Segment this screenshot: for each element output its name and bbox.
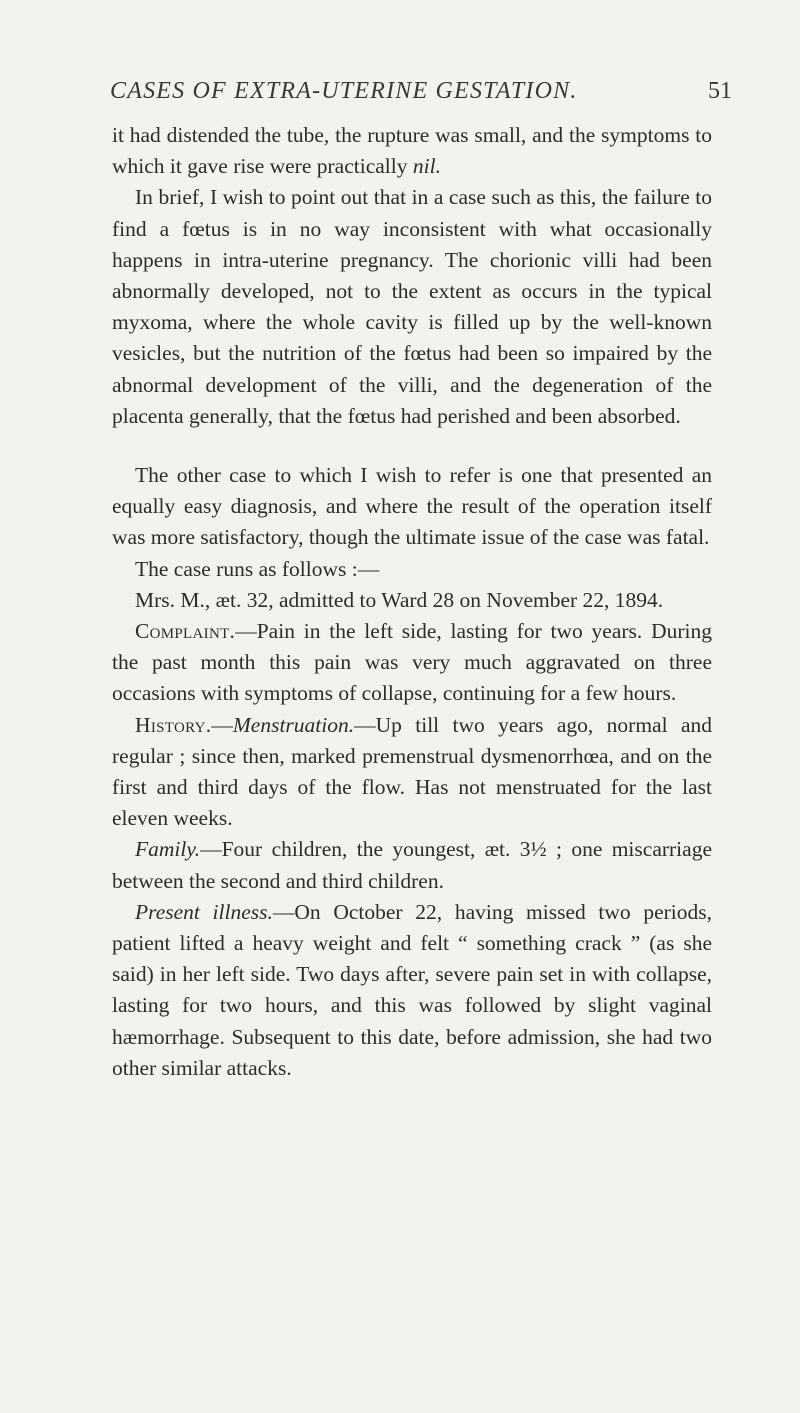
menstruation-subheading: Menstruation. — [232, 712, 355, 737]
paragraph-brief: In brief, I wish to point out that in a case such as this, the failure to find a fœtus is in no way inconsistent with what occasionally happens in intra-uterine pregnancy. The chorionic villi had been abnormally developed, not to the extent as occurs in the typical myxoma, where the whole cavity is filled up by the well-known vesicles, but the nutrition of the fœtus had been so impaired by the abnormal development of the villi, and the degeneration of the placenta generally, that the fœtus had perished and been absorbed. — [112, 185, 712, 428]
paragraph-other-case: The other case to which I wish to refer is one that presented an equally easy diagnosis, and where the result of the operation itself was more satisfactory, though the ultimate issue of the case was fatal. — [112, 463, 712, 550]
body-text — [112, 120, 712, 1084]
family-text: —Four children, the youngest, æt. 3½ ; one miscarriage between the second and third children. — [112, 837, 712, 893]
complaint-text: —Pain in the left side, lasting for two years. During the past month this pain was very much aggravated on three occasions with symptoms of collapse, continuing for a few hours. — [112, 619, 712, 706]
italic-term: nil. — [412, 154, 441, 179]
present-illness-subheading: Present illness. — [135, 899, 273, 924]
paragraph-patient-admission: Mrs. M., æt. 32, admitted to Ward 28 on November 22, 1894. — [135, 587, 664, 612]
paragraph-history — [112, 710, 712, 835]
paragraph-text: it had distended the tube, the rupture was small, and the symptoms to which it gave rise were practically — [112, 123, 712, 179]
page-number: 51 — [708, 78, 732, 104]
running-title: CASES OF EXTRA-UTERINE GESTATION. — [110, 78, 578, 104]
present-illness-text: —On October 22, having missed two periods, patient lifted a heavy weight and felt “ something crack ” (as she said) in her left side. Two days after, severe pain set in with collapse, lasting for two hours, and this was followed by slight vaginal hæmorrhage. Subsequent to this date, before admission, she had two other similar attacks. — [112, 899, 713, 1080]
paragraph-complaint — [112, 616, 712, 710]
history-text: —Up till two years ago, normal and regular ; since then, marked premenstrual dysmenorrhœa, and on the first and third days of the flow. Has not menstruated for the last eleven weeks. — [112, 712, 712, 831]
complaint-heading: Complaint. — [135, 619, 236, 644]
paragraph-continuation — [112, 120, 712, 182]
paragraph-family — [112, 834, 712, 896]
paragraph-present-illness — [112, 897, 712, 1084]
history-dash: — — [211, 712, 233, 737]
paragraph-case-intro: The case runs as follows :— — [135, 556, 380, 581]
history-heading: History. — [135, 712, 212, 737]
family-subheading: Family. — [135, 837, 201, 862]
